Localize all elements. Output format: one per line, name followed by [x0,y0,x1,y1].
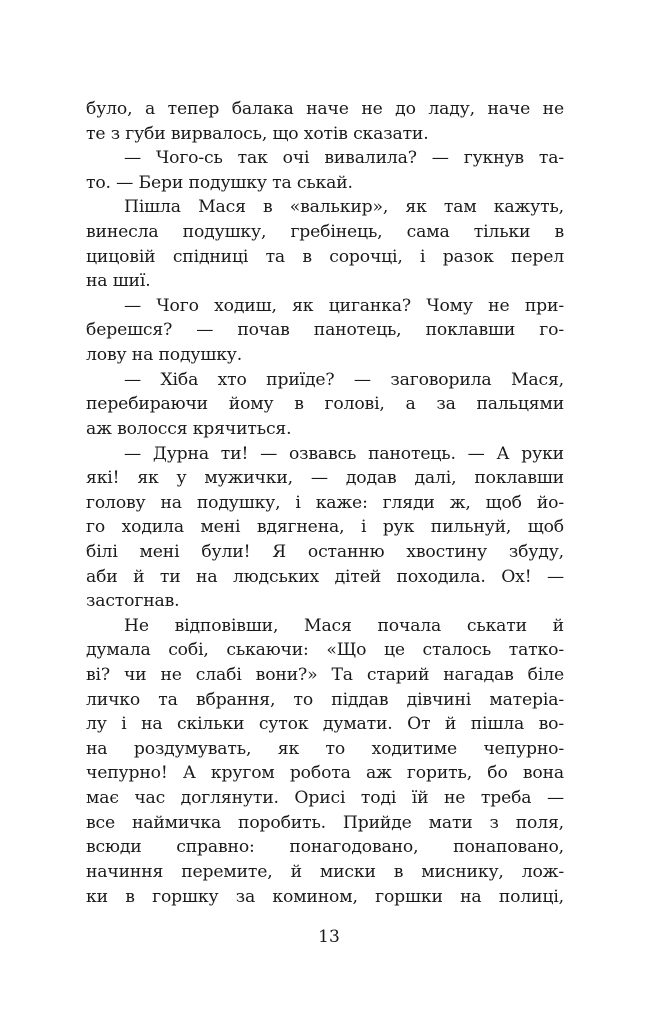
text-line: то. — Бери подушку та ськай. [86,172,353,193]
text-line: застогнав. [86,591,180,612]
text-line: винесла подушку, гребінець, сама тільки в [86,222,564,243]
text-line: ві? чи не слабі вони?» Та старий нагадав біле [86,665,564,686]
text-line: лову на подушку. [86,345,243,366]
text-line: Не відповівши, Мася почала ськати й [124,615,564,636]
text-line: білі мені були! Я останню хвостину збуду, [86,541,564,562]
text-line: на роздумувать, як то ходитиме чепурно- [86,738,564,759]
text-line: має час доглянути. Орисі тоді їй не треба — [86,788,564,809]
text-line: — Чого-сь так очі вивалила? — гукнув та- [124,148,564,169]
text-line: начиння перемите, й миски в миснику, лож- [86,861,564,882]
text-line: які! як у мужички, — додав далі, поклавши [86,468,564,489]
text-line: го ходила мені вдягнена, і рук пильнуй, щоб [86,517,564,538]
text-line: Пішла Мася в «валькир», як там кажуть, [124,197,564,218]
text-line: чепурно! А кругом робота аж горить, бо вона [86,763,564,784]
text-line: всюди справно: понагодовано, понаповано, [86,837,564,858]
text-line: личко та вбрання, то піддав дівчині матеріа- [86,689,564,710]
text-line: — Хіба хто приїде? — заговорила Мася, [124,369,564,390]
text-line: цицовій спідниці та в сорочці, і разок перел [86,246,564,267]
text-line: думала собі, ськаючи: «Що це сталось татко- [86,640,564,661]
text-line: ки в горшку за комином, горшки на полиці, [86,886,564,907]
text-line: — Дурна ти! — озвавсь панотець. — А руки [124,443,564,464]
text-line: — Чого ходиш, як циганка? Чому не при- [124,295,564,316]
page-number: 13 [318,927,340,947]
text-line: все наймичка поробить. Прийде мати з поля, [86,812,564,833]
text-line: перебираючи йому в голові, а за пальцями [86,394,564,415]
body-text [86,97,564,909]
text-line: аби й ти на людських дітей походила. Ох! — [86,566,564,587]
text-line: на шиї. [86,271,151,292]
text-line: голову на подушку, і каже: гляди ж, щоб йо- [86,492,564,513]
text-line: аж волосся крячиться. [86,418,292,439]
text-line: лу і на скільки суток думати. От й пішла во- [86,714,564,735]
text-line: те з губи вирвалось, що хотів сказати. [86,123,429,144]
text-line: берешся? — почав панотець, поклавши го- [86,320,564,341]
text-line: було, а тепер балака наче не до ладу, наче не [86,99,564,119]
